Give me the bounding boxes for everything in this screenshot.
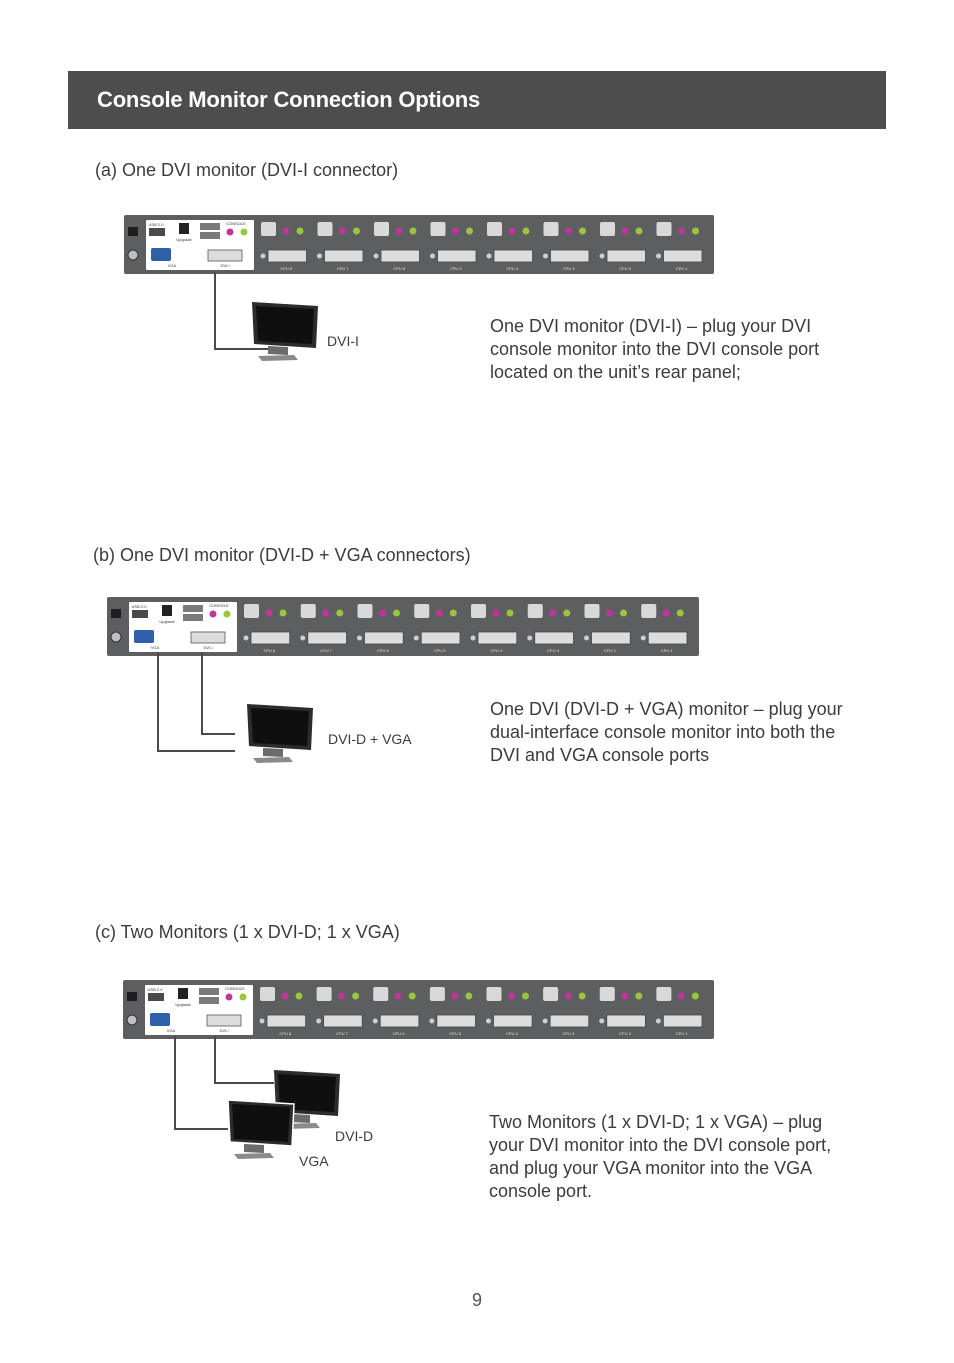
section-b-heading: (b) One DVI monitor (DVI-D + VGA connectors) — [93, 545, 471, 565]
cpu-mic-jack — [663, 610, 670, 617]
cpu-mic-jack — [266, 610, 273, 617]
cpu-port-label: CPU 6 — [392, 1031, 405, 1036]
kvm-rear-panel-a — [124, 215, 714, 274]
cpu-dvi-port — [381, 250, 420, 262]
cpu-screw — [244, 636, 249, 641]
section-a-description: One DVI monitor (DVI-I) – plug your DVI console monitor into the DVI console port located on the unit’s rear panel; — [490, 316, 820, 382]
cpu-dvi-port — [365, 632, 404, 644]
page-number: 9 — [471, 1290, 482, 1310]
usb-port — [183, 605, 203, 612]
cpu-speaker-jack — [393, 610, 400, 617]
cpu-dvi-port — [494, 250, 533, 262]
cpu-mic-jack — [509, 228, 516, 235]
cpu-screw — [414, 636, 419, 641]
cpu-screw — [656, 1019, 661, 1024]
cpu-speaker-jack — [692, 228, 699, 235]
cpu-dvi-port — [268, 250, 307, 262]
cpu-dvi-port — [438, 250, 477, 262]
cpu-speaker-jack — [563, 610, 570, 617]
cpu-dvi-port — [664, 250, 703, 262]
vga-dvi-cables-b — [150, 652, 250, 756]
monitor-icon — [248, 300, 320, 362]
usb-port — [149, 228, 165, 236]
cpu-screw — [543, 1019, 548, 1024]
cpu-usb-port — [318, 222, 333, 236]
vga-label: VGA — [167, 263, 177, 268]
upgrade-port — [178, 988, 188, 999]
cpu-usb-port — [430, 987, 445, 1001]
upgrade-label: Upgrade — [159, 619, 175, 624]
cpu-speaker-jack — [635, 993, 642, 1000]
cpu-dvi-port — [551, 250, 590, 262]
cpu-port-label: CPU 2 — [603, 648, 616, 653]
cpu-usb-port — [261, 222, 276, 236]
cpu-mic-jack — [678, 993, 685, 1000]
console-label: CONSOLE — [226, 221, 246, 226]
cpu-mic-jack — [339, 228, 346, 235]
ground-screw — [128, 250, 138, 260]
cpu-port-label: CPU 7 — [320, 648, 333, 653]
vga-port — [151, 248, 171, 261]
cpu-mic-jack — [395, 993, 402, 1000]
monitor-icon-vga — [224, 1097, 296, 1161]
cpu-mic-jack — [452, 228, 459, 235]
dvi-label: DVI-I — [203, 645, 213, 650]
cpu-port-label: CPU 5 — [433, 648, 446, 653]
cpu-speaker-jack — [336, 610, 343, 617]
cpu-speaker-jack — [620, 610, 627, 617]
cpu-speaker-jack — [410, 228, 417, 235]
cpu-port-label: CPU 1 — [675, 266, 688, 271]
cpu-port-label: CPU 5 — [449, 1031, 462, 1036]
dvi-port — [207, 1015, 241, 1026]
cpu-mic-jack — [338, 993, 345, 1000]
cpu-dvi-port — [607, 250, 646, 262]
monitor-label-dvi-i: DVI-I — [327, 333, 359, 349]
usb-label: USB 2.0 — [148, 222, 164, 227]
cpu-dvi-port — [437, 1015, 476, 1027]
cpu-speaker-jack — [353, 228, 360, 235]
cpu-speaker-jack — [450, 610, 457, 617]
vga-port — [134, 630, 154, 643]
usb-port — [132, 610, 148, 618]
cpu-port-label: CPU 7 — [336, 1031, 348, 1036]
cpu-speaker-jack — [692, 993, 699, 1000]
usb-label: USB 2.0 — [147, 987, 163, 992]
cpu-dvi-port — [648, 632, 687, 644]
cpu-screw — [487, 254, 492, 259]
usb-label: USB 2.0 — [131, 604, 147, 609]
cpu-port-label: CPU 4 — [506, 266, 519, 271]
cpu-screw — [584, 636, 589, 641]
mic-jack — [210, 611, 217, 618]
cpu-dvi-port — [324, 1015, 363, 1027]
cpu-mic-jack — [396, 228, 403, 235]
cpu-speaker-jack — [297, 228, 304, 235]
cpu-mic-jack — [493, 610, 500, 617]
dvi-port — [208, 250, 242, 261]
cpu-screw — [300, 636, 305, 641]
cpu-usb-port — [414, 604, 429, 618]
cpu-usb-port — [657, 222, 672, 236]
power-jack — [127, 992, 137, 1001]
cpu-mic-jack — [283, 228, 290, 235]
dvi-port — [191, 632, 225, 643]
cpu-port-label: CPU 8 — [279, 1031, 292, 1036]
usb-port — [199, 997, 219, 1004]
cpu-dvi-port — [308, 632, 347, 644]
cpu-port-label: CPU 4 — [490, 648, 503, 653]
cpu-screw — [486, 1019, 491, 1024]
cpu-speaker-jack — [522, 993, 529, 1000]
power-jack — [111, 609, 121, 618]
section-c-heading: (c) Two Monitors (1 x DVI-D; 1 x VGA) — [95, 922, 400, 942]
cpu-speaker-jack — [409, 993, 416, 1000]
cpu-screw — [357, 636, 362, 641]
cpu-speaker-jack — [579, 228, 586, 235]
cpu-screw — [641, 636, 646, 641]
cpu-mic-jack — [565, 228, 572, 235]
cpu-speaker-jack — [579, 993, 586, 1000]
cpu-usb-port — [600, 222, 615, 236]
kvm-rear-panel-b — [107, 597, 699, 656]
cpu-usb-port — [656, 987, 671, 1001]
cpu-usb-port — [374, 222, 389, 236]
console-label: CONSOLE — [225, 986, 245, 991]
cpu-speaker-jack — [677, 610, 684, 617]
usb-port — [199, 988, 219, 995]
cpu-speaker-jack — [280, 610, 287, 617]
cpu-screw — [599, 1019, 604, 1024]
cpu-dvi-port — [267, 1015, 306, 1027]
cpu-speaker-jack — [507, 610, 514, 617]
kvm-rear-panel-c — [123, 980, 714, 1039]
upgrade-label: Upgrade — [176, 237, 192, 242]
upgrade-port — [179, 223, 189, 234]
cpu-screw — [600, 254, 605, 259]
usb-port — [200, 232, 220, 239]
mic-jack — [226, 994, 233, 1001]
cpu-screw — [543, 254, 548, 259]
vga-port — [150, 1013, 170, 1026]
cpu-screw — [317, 254, 322, 259]
cpu-mic-jack — [622, 228, 629, 235]
monitor-label-vga: VGA — [299, 1153, 329, 1169]
cpu-usb-port — [585, 604, 600, 618]
cpu-port-label: CPU 3 — [547, 648, 560, 653]
cpu-mic-jack — [678, 228, 685, 235]
cpu-port-label: CPU 2 — [619, 266, 632, 271]
cpu-dvi-port — [251, 632, 290, 644]
cpu-port-label: CPU 1 — [675, 1031, 688, 1036]
cpu-usb-port — [471, 604, 486, 618]
speaker-jack — [241, 229, 248, 236]
cpu-screw — [656, 254, 661, 259]
cpu-usb-port — [317, 987, 332, 1001]
console-label: CONSOLE — [209, 603, 229, 608]
cpu-screw — [527, 636, 532, 641]
cpu-usb-port — [358, 604, 373, 618]
page-title: Console Monitor Connection Options — [97, 87, 481, 112]
cpu-speaker-jack — [523, 228, 530, 235]
upgrade-label: Upgrade — [175, 1002, 191, 1007]
cpu-dvi-port — [535, 632, 574, 644]
cpu-screw — [429, 1019, 434, 1024]
monitor-label-dvi-d: DVI-D — [335, 1128, 374, 1144]
dvi-label: DVI-I — [220, 263, 230, 268]
vga-label: VGA — [166, 1028, 176, 1033]
cpu-mic-jack — [282, 993, 289, 1000]
cpu-mic-jack — [565, 993, 572, 1000]
cpu-port-label: CPU 7 — [336, 266, 349, 271]
cpu-port-label: CPU 3 — [562, 1031, 575, 1036]
cpu-dvi-port — [663, 1015, 702, 1027]
cpu-dvi-port — [550, 1015, 589, 1027]
cpu-mic-jack — [379, 610, 386, 617]
cpu-usb-port — [431, 222, 446, 236]
cpu-mic-jack — [322, 610, 329, 617]
cpu-port-label: CPU 8 — [280, 266, 293, 271]
cpu-screw — [471, 636, 476, 641]
ground-screw — [111, 632, 121, 642]
usb-port — [200, 223, 220, 230]
speaker-jack — [240, 994, 247, 1001]
cpu-dvi-port — [592, 632, 631, 644]
cpu-speaker-jack — [296, 993, 303, 1000]
cpu-usb-port — [487, 987, 502, 1001]
cpu-speaker-jack — [466, 228, 473, 235]
usb-port — [183, 614, 203, 621]
cpu-screw — [374, 254, 379, 259]
vga-label: VGA — [150, 645, 160, 650]
monitor-label-dvi-d-vga: DVI-D + VGA — [328, 731, 412, 747]
cpu-dvi-port — [325, 250, 364, 262]
speaker-jack — [224, 611, 231, 618]
cpu-mic-jack — [451, 993, 458, 1000]
mic-jack — [227, 229, 234, 236]
cpu-usb-port — [244, 604, 259, 618]
cpu-screw — [316, 1019, 321, 1024]
cpu-speaker-jack — [636, 228, 643, 235]
header-bar — [68, 71, 886, 129]
monitor-icon — [243, 702, 315, 764]
cpu-usb-port — [260, 987, 275, 1001]
cpu-screw — [260, 1019, 265, 1024]
cpu-usb-port — [641, 604, 656, 618]
cpu-usb-port — [543, 987, 558, 1001]
upgrade-port — [162, 605, 172, 616]
usb-port — [148, 993, 164, 1001]
cpu-usb-port — [373, 987, 388, 1001]
cpu-port-label: CPU 5 — [449, 266, 462, 271]
section-a-heading: (a) One DVI monitor (DVI-I connector) — [95, 160, 399, 180]
section-b-description: One DVI (DVI-D + VGA) monitor – plug your dual-interface console monitor into both the DVI and VGA console ports — [490, 699, 843, 765]
cpu-port-label: CPU 4 — [505, 1031, 518, 1036]
cpu-speaker-jack — [352, 993, 359, 1000]
dvi-label: DVI-I — [219, 1028, 229, 1033]
cpu-port-label: CPU 6 — [393, 266, 406, 271]
power-jack — [128, 227, 138, 236]
cpu-mic-jack — [549, 610, 556, 617]
section-c-description: Two Monitors (1 x DVI-D; 1 x VGA) – plug your DVI monitor into the DVI console port, and plug your VGA monitor into the VGA console port. — [489, 1112, 832, 1201]
cpu-usb-port — [301, 604, 316, 618]
cpu-speaker-jack — [465, 993, 472, 1000]
cpu-port-label: CPU 3 — [562, 266, 575, 271]
cpu-usb-port — [600, 987, 615, 1001]
cpu-dvi-port — [478, 632, 517, 644]
cpu-usb-port — [544, 222, 559, 236]
cpu-mic-jack — [508, 993, 515, 1000]
cpu-mic-jack — [436, 610, 443, 617]
cpu-port-label: CPU 8 — [263, 648, 276, 653]
cpu-usb-port — [528, 604, 543, 618]
cpu-mic-jack — [621, 993, 628, 1000]
cpu-dvi-port — [380, 1015, 419, 1027]
cpu-screw — [373, 1019, 378, 1024]
cpu-screw — [261, 254, 266, 259]
cpu-mic-jack — [606, 610, 613, 617]
cpu-dvi-port — [607, 1015, 646, 1027]
cpu-port-label: CPU 2 — [619, 1031, 631, 1036]
cpu-usb-port — [487, 222, 502, 236]
cpu-screw — [430, 254, 435, 259]
ground-screw — [127, 1015, 137, 1025]
cpu-port-label: CPU 1 — [660, 648, 673, 653]
cpu-dvi-port — [494, 1015, 533, 1027]
cpu-dvi-port — [421, 632, 460, 644]
cpu-port-label: CPU 6 — [376, 648, 389, 653]
